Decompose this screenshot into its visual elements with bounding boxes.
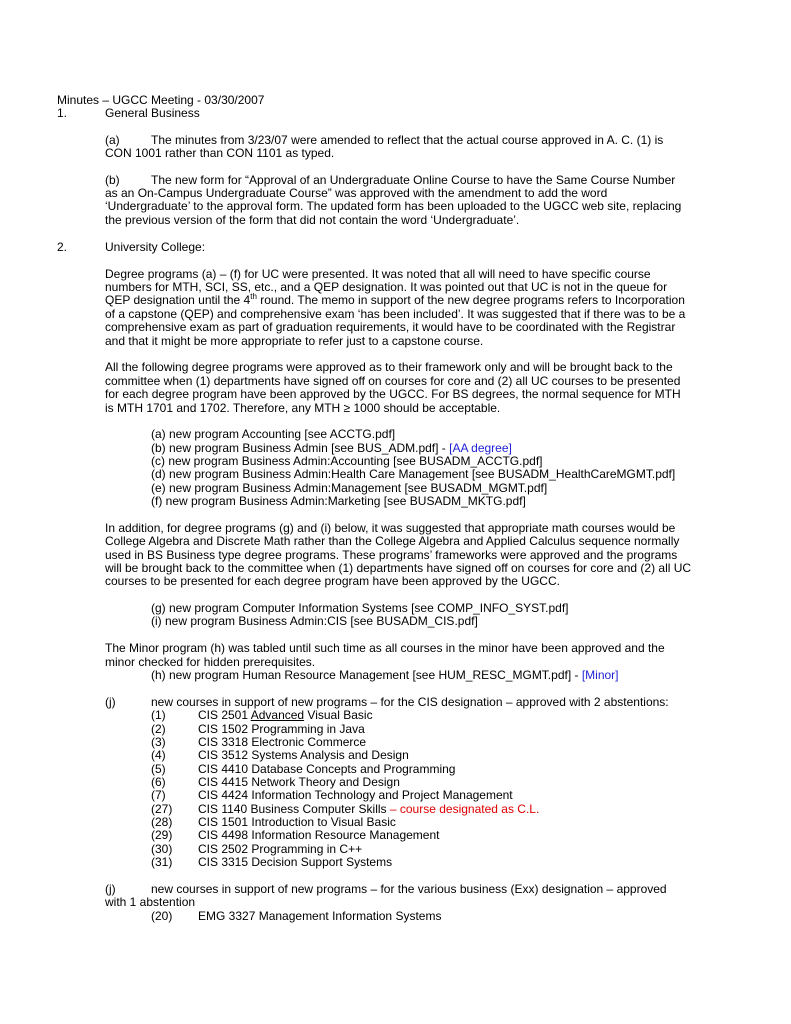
course-title-underlined: Advanced xyxy=(250,708,305,722)
course-title: CIS 4498 Information Resource Management xyxy=(198,828,440,842)
program-h-note: [Minor] xyxy=(581,668,619,682)
course-number: (5) xyxy=(151,762,166,776)
item-b-line-2: as an On-Campus Undergraduate Course” was approved with the amendment to add the word xyxy=(105,186,608,200)
program-e: (e) new program Business Admin:Management [see BUSADM_MGMT.pdf] xyxy=(151,481,548,495)
course-title: CIS 1502 Programming in Java xyxy=(198,722,365,736)
course-number: (1) xyxy=(151,708,166,722)
paragraph-2-line-3: for each degree program have been approved by the UGCC. For BS degrees, the normal sequence for MTH xyxy=(105,387,681,401)
item-a-label: (a) xyxy=(105,133,120,147)
course-title xyxy=(198,802,539,816)
p1-l3-pre: QEP designation until the 4 xyxy=(105,293,251,307)
paragraph-2-line-2: committee when (1) departments have signed off on courses for core and (2) all UC courses to be presented xyxy=(105,374,681,388)
program-f: (f) new program Business Admin:Marketing [see BUSADM_MKTG.pdf] xyxy=(151,494,526,508)
section-1-number: 1. xyxy=(57,106,68,120)
course-title-post: Visual Basic xyxy=(304,708,373,722)
item-b-line-1: The new form for “Approval of an Undergraduate Online Course to have the Same Course Number xyxy=(151,173,676,187)
course-title: CIS 1501 Introduction to Visual Basic xyxy=(198,815,396,829)
item-b-line-4: the previous version of the form that did not contain the word ‘Undergraduate’. xyxy=(105,213,520,227)
program-b-text: (b) new program Business Admin [see BUS_ADM.pdf] - xyxy=(151,441,450,455)
paragraph-3-line-4: will be brought back to the committee when (1) departments have signed off on courses for core and (2) all UC xyxy=(105,561,692,575)
course-number: (27) xyxy=(151,802,173,816)
p1-l3-sup: th xyxy=(250,292,257,301)
j2-label: (j) xyxy=(105,882,116,896)
paragraph-1-line-1: Degree programs (a) – (f) for UC were presented. It was noted that all will need to have specific course xyxy=(105,267,651,281)
course-note: – course designated as C.L. xyxy=(389,802,540,816)
course-title-text: CIS 1140 Business Computer Skills xyxy=(198,802,390,816)
course-title: EMG 3327 Management Information Systems xyxy=(198,909,442,923)
course-title: CIS 4424 Information Technology and Project Management xyxy=(198,788,513,802)
paragraph-1-line-4: of a capstone (QEP) and comprehensive exam ‘has been included’. It was suggested that if there was to be a xyxy=(105,307,686,321)
course-title: CIS 2502 Programming in C++ xyxy=(198,842,363,856)
course-title-pre: CIS 2501 xyxy=(198,708,251,722)
paragraph-3-line-3: used in BS Business type degree programs. These programs’ frameworks were approved and the programs xyxy=(105,548,678,562)
program-h xyxy=(151,668,619,682)
paragraph-3-line-5: courses to be presented for each degree program have been approved by the UGCC. xyxy=(105,574,560,588)
section-2-number: 2. xyxy=(57,240,68,254)
course-number: (2) xyxy=(151,722,166,736)
paragraph-3-line-2: College Algebra and Discrete Math rather than the College Algebra and Applied Calculus sequence normally xyxy=(105,534,680,548)
course-title: CIS 3315 Decision Support Systems xyxy=(198,855,393,869)
paragraph-1-line-3 xyxy=(105,293,685,307)
j2-text: new courses in support of new programs – for the various business (Exx) designation – approved xyxy=(151,882,667,896)
course-number: (31) xyxy=(151,855,173,869)
program-g: (g) new program Computer Information Systems [see COMP_INFO_SYST.pdf] xyxy=(151,601,569,615)
program-b xyxy=(151,441,512,455)
course-title: CIS 3318 Electronic Commerce xyxy=(198,735,367,749)
course-number: (20) xyxy=(151,909,173,923)
course-number: (3) xyxy=(151,735,166,749)
program-b-note: [AA degree] xyxy=(449,441,512,455)
p1-l3-post: round. The memo in support of the new degree programs refers to Incorporation xyxy=(256,293,685,307)
paragraph-1-line-2: numbers for MTH, SCI, SS, etc., and a QEP designation. It was pointed out that UC is not in the queue for xyxy=(105,280,668,294)
course-number: (29) xyxy=(151,828,173,842)
item-a-line-2: CON 1001 rather than CON 1101 as typed. xyxy=(105,146,335,160)
document-title: Minutes – UGCC Meeting - 03/30/2007 xyxy=(57,93,265,107)
course-title: CIS 4415 Network Theory and Design xyxy=(198,775,400,789)
course-number: (6) xyxy=(151,775,166,789)
item-b-label: (b) xyxy=(105,173,120,187)
item-b-line-3: ‘Undergraduate’ to the approval form. The updated form has been uploaded to the UGCC web site, replacing xyxy=(105,199,682,213)
paragraph-2-line-1: All the following degree programs were approved as to their framework only and will be brought back to the xyxy=(105,360,673,374)
section-1-title: General Business xyxy=(105,106,200,120)
paragraph-1-line-5: comprehensive exam as part of graduation requirements, it would have to be coordinated with the Registrar xyxy=(105,320,676,334)
course-number: (30) xyxy=(151,842,173,856)
program-i: (i) new program Business Admin:CIS [see BUSADM_CIS.pdf] xyxy=(151,614,478,628)
course-number: (28) xyxy=(151,815,173,829)
j1-label: (j) xyxy=(105,695,116,709)
course-number: (4) xyxy=(151,748,166,762)
paragraph-4-line-2: minor checked for hidden prerequisites. xyxy=(105,655,316,669)
course-title: CIS 3512 Systems Analysis and Design xyxy=(198,748,409,762)
course-title xyxy=(198,708,373,722)
j2-text-line-2: with 1 abstention xyxy=(105,895,196,909)
paragraph-4-line-1: The Minor program (h) was tabled until such time as all courses in the minor have been approved and the xyxy=(105,641,665,655)
program-c: (c) new program Business Admin:Accounting [see BUSADM_ACCTG.pdf] xyxy=(151,454,543,468)
section-2-title: University College: xyxy=(105,240,206,254)
j1-text: new courses in support of new programs – for the CIS designation – approved with 2 abstentions: xyxy=(151,695,669,709)
course-title: CIS 4410 Database Concepts and Programming xyxy=(198,762,456,776)
paragraph-2-line-4: is MTH 1701 and 1702. Therefore, any MTH ≥ 1000 should be acceptable. xyxy=(105,401,501,415)
program-h-text: (h) new program Human Resource Management [see HUM_RESC_MGMT.pdf] - xyxy=(151,668,582,682)
program-a: (a) new program Accounting [see ACCTG.pdf] xyxy=(151,427,396,441)
paragraph-1-line-6: and that it might be more appropriate to refer just to a capstone course. xyxy=(105,334,484,348)
item-a-line-1: The minutes from 3/23/07 were amended to reflect that the actual course approved in A. C. (1) is xyxy=(151,133,664,147)
program-d: (d) new program Business Admin:Health Care Management [see BUSADM_HealthCareMGMT.pdf] xyxy=(151,467,676,481)
course-number: (7) xyxy=(151,788,166,802)
paragraph-3-line-1: In addition, for degree programs (g) and (i) below, it was suggested that appropriate math courses would be xyxy=(105,521,676,535)
